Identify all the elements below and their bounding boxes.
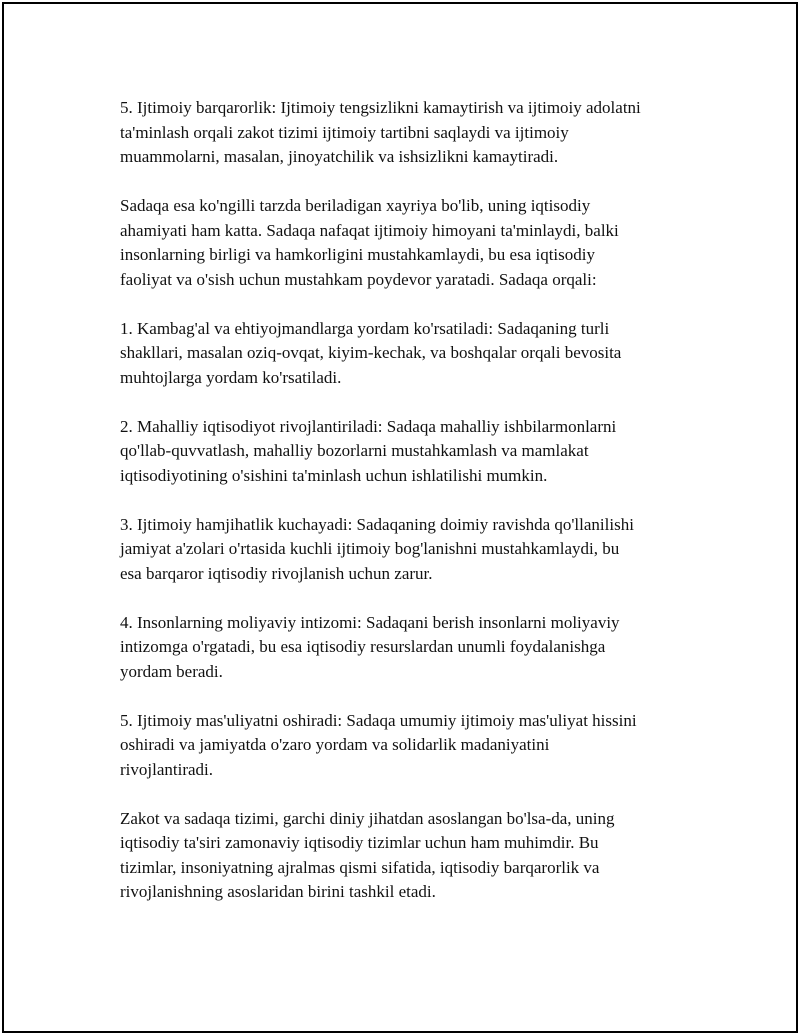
- document-body: [120, 96, 720, 905]
- paragraph-item-5: 5. Ijtimoiy mas'uliyatni oshiradi: Sadaqa umumiy ijtimoiy mas'uliyat hissini oshiradi va jamiyatda o'zaro yordam va solidarlik madaniyatini rivojlantiradi.: [120, 710, 637, 779]
- paragraph-conclusion: Zakot va sadaqa tizimi, garchi diniy jihatdan asoslangan bo'lsa-da, uning iqtisodiy ta'siri zamonaviy iqtisodiy tizimlar uchun ham muhimdir. Bu tizimlar, insoniyatning ajralmas qismi sifatida, iqtisodiy barqarorlik va rivojlanishning asoslaridan birini tashkil etadi.: [120, 808, 615, 901]
- paragraph-social-stability: 5. Ijtimoiy barqarorlik: Ijtimoiy tengsizlikni kamaytirish va ijtimoiy adolatni ta'minlash orqali zakot tizimi ijtimoiy tartibni saqlaydi va ijtimoiy muammolarni, masalan, jinoyatchilik va ishsizlikni kamaytiradi.: [120, 98, 641, 166]
- page-frame: [2, 2, 798, 1033]
- paragraph-item-4: 4. Insonlarning moliyaviy intizomi: Sadaqani berish insonlarni moliyaviy intizomga o'rgatadi, bu esa iqtisodiy resurslardan unumli foydalanishga yordam beradi.: [120, 612, 620, 681]
- paragraph-item-1: 1. Kambag'al va ehtiyojmandlarga yordam ko'rsatiladi: Sadaqaning turli shakllari, masalan oziq-ovqat, kiyim-kechak, va boshqalar orqali bevosita muhtojlarga yordam ko'rsatiladi.: [120, 318, 622, 387]
- paragraph-item-2: 2. Mahalliy iqtisodiyot rivojlantiriladi: Sadaqa mahalliy ishbilarmonlarni qo'llab-quvvatlash, mahalliy bozorlarni mustahkamlash va mamlakat iqtisodiyotining o'sishini ta'minlash uchun ishlatilishi mumkin.: [120, 416, 617, 485]
- paragraph-sadaqa-intro: Sadaqa esa ko'ngilli tarzda beriladigan xayriya bo'lib, uning iqtisodiy ahamiyati ham katta. Sadaqa nafaqat ijtimoiy himoyani ta'minlaydi, balki insonlarning birligi va hamkorligini mustahkamlaydi, bu esa iqtisodiy faoliyat va o'sish uchun mustahkam poydevor yaratadi. Sadaqa orqali:: [120, 196, 619, 289]
- paragraph-item-3: 3. Ijtimoiy hamjihatlik kuchayadi: Sadaqaning doimiy ravishda qo'llanilishi jamiyat a'zolari o'rtasida kuchli ijtimoiy bog'lanishni mustahkamlaydi, bu esa barqaror iqtisodiy rivojlanish uchun zarur.: [120, 514, 634, 583]
